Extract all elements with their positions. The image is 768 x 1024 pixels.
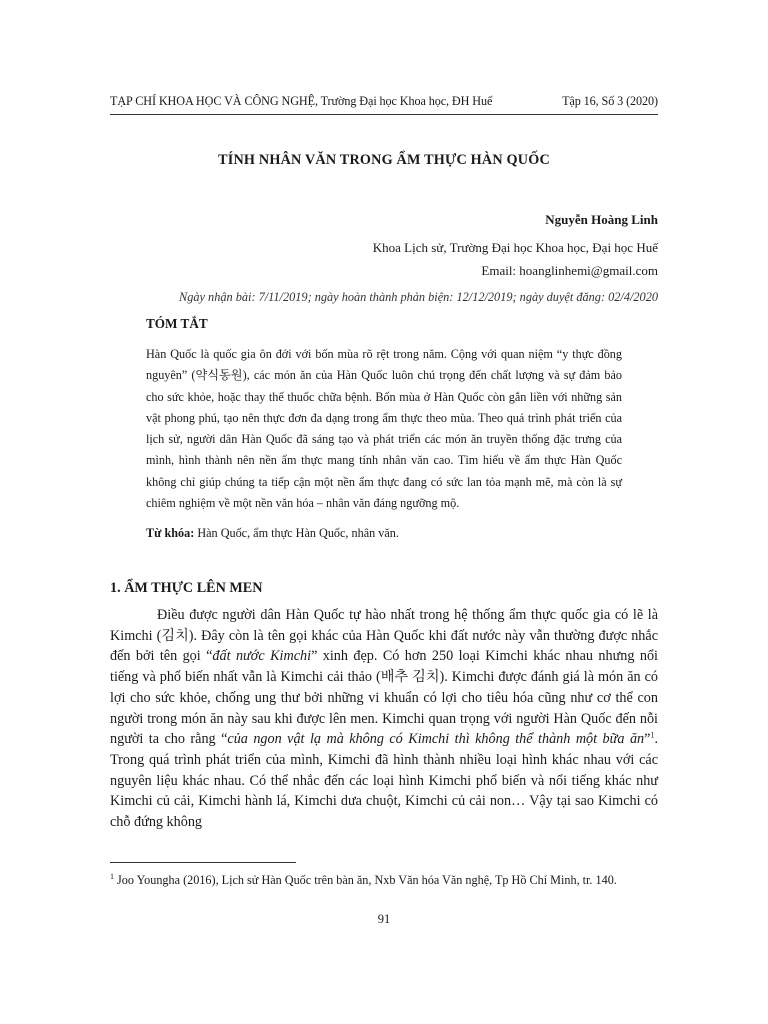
article-dates: Ngày nhận bài: 7/11/2019; ngày hoàn thành phản biện: 12/12/2019; ngày duyệt đăng: 02/4/2020 — [179, 290, 658, 304]
header-rule — [110, 114, 658, 115]
author-name: Nguyễn Hoàng Linh — [545, 212, 658, 227]
body-text-part-4: . Trong quá trình phát triển của mình, Kimchi đã hình thành nhiều loại hình khác nhau với các nguyên liệu khác nhau. Có thể nhắc đến các loại hình Kimchi phổ biến và nổi tiếng khác như Kimchi củ cải, Kimchi hành lá, Kimchi dưa chuột, Kimchi củ cải non… Vậy tại sao Kimchi có chỗ đứng không — [110, 731, 658, 831]
author-email: Email: hoanglinhemi@gmail.com — [481, 263, 658, 278]
section-heading: 1. ẨM THỰC LÊN MEN — [110, 580, 263, 596]
keywords-list: Hàn Quốc, ẩm thực Hàn Quốc, nhân văn. — [194, 526, 399, 540]
body-italic-1: đất nước Kimchi — [212, 648, 312, 665]
footnote-mark: 1 — [110, 871, 114, 881]
footnote — [110, 871, 658, 890]
abstract-text: Hàn Quốc là quốc gia ôn đới với bốn mùa rõ rệt trong năm. Cộng với quan niệm “y thực đồng nguyên” (약식동원), các món ăn của Hàn Quốc luôn chú trọng đến chất lượng và sự đảm bảo cho sức khỏe, hoặc thay thế thuốc chữa bệnh. Bốn mùa ở Hàn Quốc còn gắn liền với những sản vật phong phú, tạo nên thực đơn đa dạng trong ẩm thực theo mùa. Theo quá trình phát triển của lịch sử, người dân Hàn Quốc đã sáng tạo và phát triển các món ăn truyền thống đặc trưng của mình, hình thành nên nền ẩm thực mang tính nhân văn cao. Tìm hiểu về ẩm thực Hàn Quốc không chỉ giúp chúng ta tiếp cận một nền ẩm thực đang có sức lan tỏa mạnh mẽ, mà còn là sự chiêm nghiệm về một nền văn hóa – nhân văn đáng ngưỡng mộ. — [146, 347, 622, 511]
keywords — [146, 526, 622, 541]
body-text-part-1: Điều được người dân Hàn Quốc tự hào nhất trong hệ thống ẩm thực quốc gia có lẽ là Kimchi (김치). Đây còn là tên gọi khác của Hàn Quốc khi đất nước này vẫn thường được nhắc đến bởi tên gọi “ — [110, 607, 658, 665]
author-block — [110, 210, 658, 282]
issue-info: Tập 16, Số 3 (2020) — [562, 94, 658, 108]
body-italic-2: của ngon vật lạ mà không có Kimchi thì không thể thành một bữa ăn — [227, 731, 645, 748]
body-paragraph — [110, 605, 658, 833]
footnote-reference[interactable]: 1 — [650, 730, 655, 740]
journal-name: TẠP CHÍ KHOA HỌC VÀ CÔNG NGHỆ, Trường Đại học Khoa học, ĐH Huế — [110, 94, 493, 108]
body-text-part-2: ” xinh đẹp. Có hơn 250 loại Kimchi khác nhau nhưng nổi tiếng và phổ biến nhất vẫn là Kimchi cải thảo (배추 김치). Kimchi được đánh giá là món ăn có lợi cho sức khỏe, chống ung thư bởi những vi khuẩn có lợi cho tiêu hóa cũng như cơ thể con người trong món ăn này sau khi được lên men. Kimchi quan trọng với người Hàn Quốc đến nỗi người ta cho rằng “ — [110, 648, 658, 748]
keywords-label: Từ khóa: — [146, 526, 195, 540]
body-text-part-3: ” — [644, 731, 651, 748]
footnote-rule — [110, 862, 296, 863]
running-header — [110, 94, 658, 109]
article-title: TÍNH NHÂN VĂN TRONG ẨM THỰC HÀN QUỐC — [218, 152, 550, 168]
footnote-text: Joo Youngha (2016), Lịch sử Hàn Quốc trên bàn ăn, Nxb Văn hóa Văn nghệ, Tp Hồ Chí Minh, tr. 140. — [114, 873, 617, 887]
abstract-heading: TÓM TẮT — [146, 316, 208, 331]
author-affiliation: Khoa Lịch sử, Trường Đại học Khoa học, Đại học Huế — [372, 240, 658, 255]
page-number: 91 — [377, 912, 391, 926]
